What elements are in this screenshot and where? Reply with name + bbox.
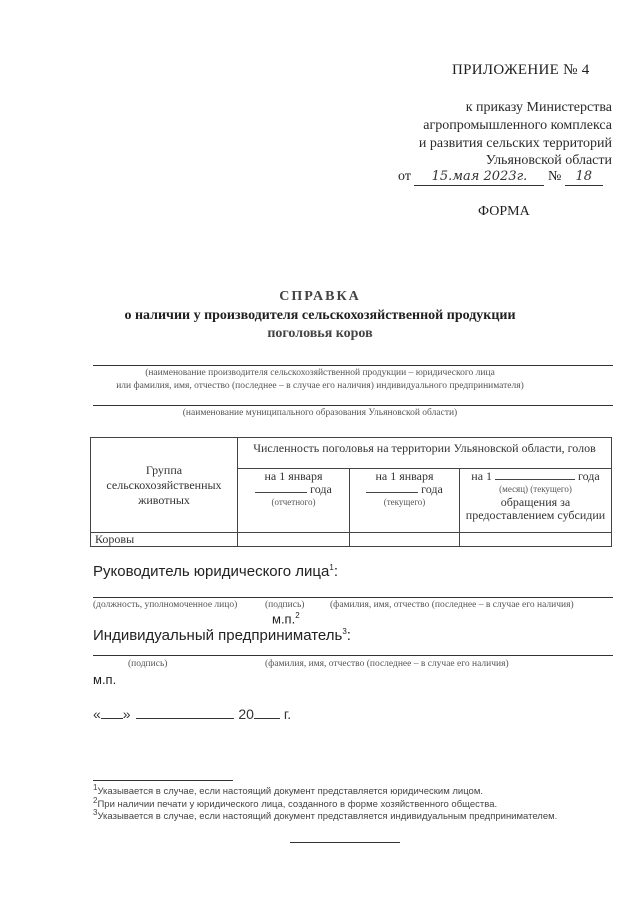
date-month-field[interactable] [136,718,234,719]
col3-year: года [578,469,600,483]
col2-label: на 1 января [375,469,434,483]
footnote-2: $^2$При наличии печати у юридического лица, созданного в форме хозяйственного общества. [93,796,498,811]
order-date-handwritten: 15.мая 2023г. [431,169,528,184]
stamp-place-1: м.п.$^2$ [272,611,300,627]
col2-year: года [421,482,443,496]
form-label: ФОРМА [478,204,530,219]
legal-caption-name: (фамилия, имя, отчество (последнее – в случае его наличия) [330,600,574,610]
legal-head-signature-field[interactable] [93,597,613,598]
reference-line-3: и развития сельских территорий [418,136,612,151]
table-row [91,533,612,547]
date-year-field[interactable] [254,718,280,719]
table-header-group: Группа сельскохозяйственных животных [91,438,238,533]
date-line: « » 20 г. [93,706,292,722]
appendix-title: ПРИЛОЖЕНИЕ № 4 [452,62,590,78]
producer-caption-line-1: (наименование производителя сельскохозяйственной продукции – юридического лица [145,368,495,378]
col2-sub: (текущего) [383,497,426,507]
order-date-line [398,169,603,186]
order-prefix: от [398,169,411,184]
table-header-count: Численность поголовья на территории Ульяновской области, голов [238,438,612,469]
footnote-separator [93,780,233,781]
producer-name-field[interactable] [93,365,613,366]
end-separator [290,842,400,843]
footnote-ref-2: 2 [295,611,300,620]
producer-caption-line-2: или фамилия, имя, отчество (последнее – в случае его наличия) индивидуального предпринимателя) [116,381,524,391]
legal-caption-position: (должность, уполномоченное лицо) [93,600,238,610]
document-title: СПРАВКА [279,289,361,304]
col1-year: года [310,482,332,496]
col3-sub: (месяц) (текущего) [499,484,572,494]
ent-caption-name: (фамилия, имя, отчество (последнее – в случае его наличия) [265,659,509,669]
col1-sub: (отчетного) [271,497,316,507]
entrepreneur-heading: Индивидуальный предприниматель$^3$: [93,627,351,644]
order-number-label: № [547,169,562,184]
table-header-col3 [460,469,612,533]
livestock-table [90,437,612,547]
table-cell-value-2[interactable] [350,533,460,547]
footnote-ref-3: 3 [342,627,347,636]
stamp-place-2: м.п. [93,672,117,687]
legal-head-heading: Руководитель юридического лица$^1$: [93,563,338,580]
reference-line-2: агропромышленного комплекса [423,118,612,133]
reference-line-4: Ульяновской области [485,153,612,168]
col3-prefix: на 1 [471,469,493,483]
reference-line-1: к приказу Министерства [465,100,612,115]
table-header-col1 [238,469,350,533]
table-header-col2 [350,469,460,533]
municipality-caption: (наименование муниципального образования Ульяновской области) [182,408,458,418]
date-day-field[interactable] [101,718,123,719]
document-subtitle-line-1: о наличии у производителя сельскохозяйственной продукции [124,308,516,323]
table-cell-value-3[interactable] [460,533,612,547]
table-cell-group: Коровы [91,533,238,547]
municipality-field[interactable] [93,405,613,406]
document-subtitle-line-2: поголовья коров [267,326,373,341]
ent-caption-signature: (подпись) [128,659,168,669]
entrepreneur-signature-field[interactable] [93,655,613,656]
col3-tail: обращения за предоставлением субсидии [465,495,606,522]
footnote-1: $^1$Указывается в случае, если настоящий документ представляется юридическим лицом. [93,783,484,798]
order-number-handwritten: 18 [575,169,593,184]
footnote-ref-1: 1 [329,563,334,572]
table-cell-value-1[interactable] [238,533,350,547]
col1-label: на 1 января [264,469,323,483]
footnote-3: $^3$Указывается в случае, если настоящий документ представляется индивидуальным предпринимателем. [93,808,558,823]
legal-caption-signature: (подпись) [265,600,305,610]
